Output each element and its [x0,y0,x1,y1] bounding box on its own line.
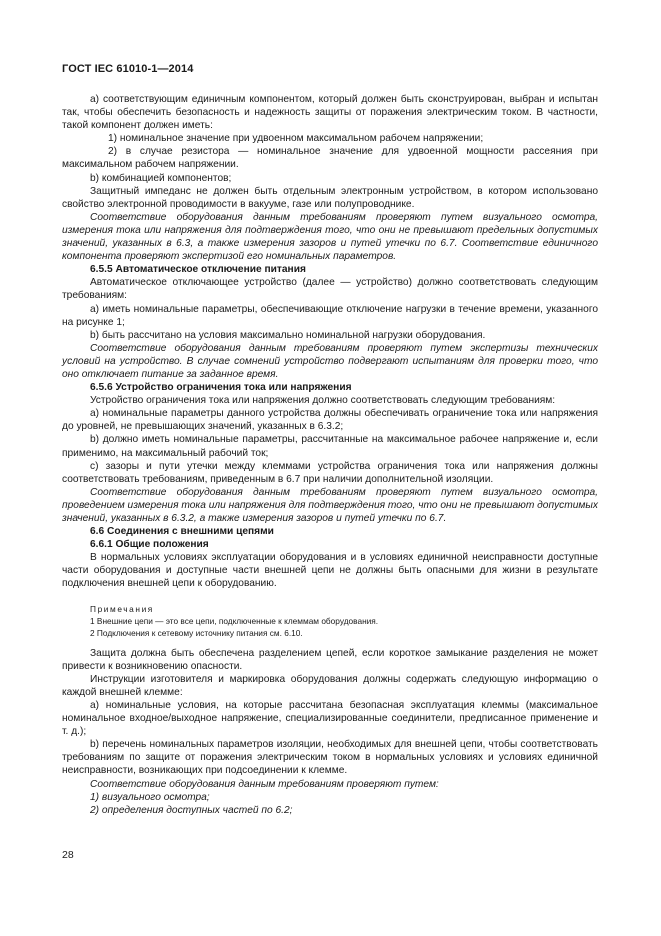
paragraph-auto-disconnect-b: b) быть рассчитано на условия максимально номинальной нагрузки оборудования. [90,329,486,341]
notes-block [62,603,598,639]
document-body [62,93,598,817]
paragraph-auto-disconnect-a: а) иметь номинальные параметры, обеспечивающие отключение нагрузки в течение времени, указанного на рисунке 1; [62,303,598,328]
page-number: 28 [62,849,74,861]
paragraph-impedance: Защитный импеданс не должен быть отдельным электронным устройством, в котором использовано свойство электронной проводимости в вакууме, газе или полупроводнике. [62,185,598,210]
paragraph-limiter: Устройство ограничения тока или напряжения должно соответствовать следующим требованиям: [90,395,556,407]
compliance-item-1: 1) визуального осмотра; [90,791,210,803]
paragraph-limiter-a: а) номинальные параметры данного устройства должны обеспечивать ограничение тока или напряжения до уровней, не превышающих значений, указанных в 6.3.2; [62,408,598,433]
paragraph-compliance-4: Соответствие оборудования данным требованиям проверяют путем: [90,778,439,790]
heading-6-6-1: 6.6.1 Общие положения [90,539,209,551]
note-2: 2 Подключения к сетевому источнику питания см. 6.10. [90,627,303,638]
paragraph-instructions: Инструкции изготовителя и маркировка оборудования должны содержать следующую информацию о каждой внешней клемме: [62,673,598,698]
paragraph-compliance-3: Соответствие оборудования данным требованиям проверяют путем визуального осмотра, проведением измерения тока или напряжения для подтверждения того, что они не превышают допустимых значений, указанных в 6.3.2, а также измерения зазоров и путей утечки по 6.7. [62,486,598,524]
paragraph-external-circuits: В нормальных условиях эксплуатации оборудования и в условиях единичной неисправности доступные части оборудования и доступные части внешней цепи не должны быть опасными для жизни в результате подключения внешней цепи к оборудованию. [62,552,598,590]
paragraph-a-single-component: а) соответствующим единичным компонентом, который должен быть сконструирован, выбран и испытан так, чтобы обеспечить безопасность и надежность защиты от поражения электрическим током. В частности, такой компонент должен иметь: [62,94,598,132]
paragraph-compliance-2: Соответствие оборудования данным требованиям проверяют путем экспертизы технических условий на устройство. В случае сомнений устройство подвергают испытаниям для проверки того, что оно отключает питание за заданное время. [62,342,598,380]
compliance-item-2: 2) определения доступных частей по 6.2; [90,804,293,816]
paragraph-limiter-b: b) должно иметь номинальные параметры, рассчитанные на максимальное рабочее напряжение и, если применимо, на максимальный рабочий ток; [62,434,598,459]
paragraph-protection: Защита должна быть обеспечена разделением цепей, если короткое замыкание разделения не может привести к возникновению опасности. [62,647,598,672]
paragraph-limiter-c: с) зазоры и пути утечки между клеммами устройства ограничения тока или напряжения должны соответствовать требованиям, приведенным в 6.7 при наличии дополнительной изоляции. [62,460,598,485]
list-item-1: 1) номинальное значение при удвоенном максимальном рабочем напряжении; [108,133,484,145]
list-item-2: 2) в случае резистора — номинальное значение для удвоенной мощности рассеяния при максимальном рабочем напряжении. [62,146,598,171]
paragraph-instructions-a: а) номинальные условия, на которые рассчитана безопасная эксплуатация клеммы (максимальное номинальное входное/выходное напряжение, специализированные соединители, предписанное применение и т. д.); [62,699,598,738]
paragraph-compliance-1: Соответствие оборудования данным требованиям проверяют путем визуального осмотра, измерения тока или напряжения для подтверждения того, что они не превышают предельных допустимых значений, указанных в 6.3, а также измерения зазоров и путей утечки по 6.7. Соответствие единичного компонента проверяют экспертизой его номинальных параметров. [62,211,598,263]
heading-6-5-5: 6.5.5 Автоматическое отключение питания [90,264,306,276]
heading-6-6: 6.6 Соединения с внешними цепями [90,526,274,538]
paragraph-b-combination: b) комбинацией компонентов; [90,172,232,184]
document-header-title: ГОСТ IEC 61010-1—2014 [62,63,194,75]
paragraph-auto-disconnect: Автоматическое отключающее устройство (далее — устройство) должно соответствовать следующим требованиям: [62,277,598,302]
paragraph-instructions-b: b) перечень номинальных параметров изоляции, необходимых для внешней цепи, чтобы соответствовать требованиям по защите от поражения электрическим током в нормальных условиях и условиях единичной неисправности, возникающих при подсоединении к клемме. [62,739,598,777]
notes-title: Примечания [90,603,154,614]
note-1: 1 Внешние цепи — это все цепи, подключенные к клеммам оборудования. [90,615,379,626]
heading-6-5-6: 6.5.6 Устройство ограничения тока или напряжения [90,382,352,394]
